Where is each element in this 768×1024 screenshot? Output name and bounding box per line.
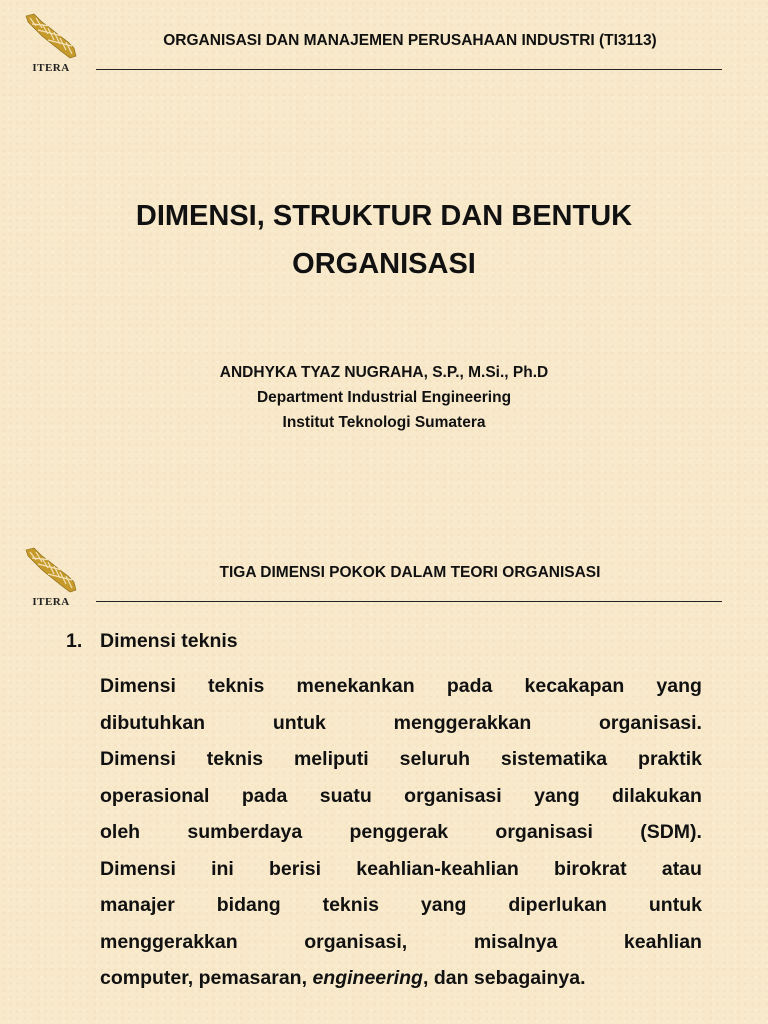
paragraph-line: [100, 668, 702, 705]
paragraph-word: organisasi.: [599, 711, 702, 734]
paragraph-word: meliputi: [293, 748, 369, 770]
paragraph-word: menggerakkan: [100, 930, 238, 953]
list-item-heading: [66, 630, 238, 653]
paragraph-word: Dimensi: [100, 675, 176, 697]
title-line-2: ORGANISASI: [292, 248, 476, 280]
paragraph-word: birokrat: [554, 857, 627, 880]
title-line-1: DIMENSI, STRUKTUR DAN BENTUK: [135, 200, 633, 232]
paragraph-word: pada: [446, 675, 493, 697]
paragraph-word: manajer: [100, 894, 175, 916]
paragraph-word: sistematika: [500, 748, 608, 770]
paragraph-word: dibutuhkan: [100, 711, 206, 734]
paragraph-line: [100, 924, 702, 961]
paragraph-word: teknis: [322, 894, 379, 916]
paragraph-word: yang: [656, 675, 702, 697]
paragraph-word: keahlian-keahlian: [356, 857, 519, 880]
header-divider: [96, 69, 722, 70]
paragraph-word: organisasi,: [304, 930, 408, 953]
last-line-before: computer, pemasaran,: [100, 967, 307, 989]
author-block: [100, 360, 668, 435]
paragraph-word: teknis: [208, 675, 265, 697]
paragraph-word: pada: [241, 784, 288, 807]
paragraph-word: berisi: [269, 857, 322, 880]
logo-text: ITERA: [32, 62, 70, 74]
header-divider: [96, 601, 722, 602]
content-slide: [0, 512, 768, 1024]
slide-title: [60, 192, 708, 288]
body-paragraph: [100, 668, 702, 997]
paragraph-line: [100, 851, 702, 888]
last-line-after: , dan sebagainya.: [422, 967, 586, 989]
paragraph-word: suatu: [319, 784, 372, 807]
paragraph-word: oleh: [100, 821, 141, 843]
paragraph-word: praktik: [638, 748, 702, 770]
paragraph-word: yang: [534, 784, 580, 807]
paragraph-word: penggerak: [349, 821, 449, 843]
sumatra-island-icon: [22, 546, 80, 596]
paragraph-word: (SDM).: [640, 821, 702, 843]
course-header: ORGANISASI DAN MANAJEMEN PERUSAHAAN INDUSTRI (TI3113): [163, 32, 657, 49]
paragraph-line: [100, 705, 702, 742]
paragraph-word: Dimensi: [100, 748, 176, 770]
paragraph-word: teknis: [206, 748, 264, 770]
author-name: ANDHYKA TYAZ NUGRAHA, S.P., M.Si., Ph.D: [219, 364, 549, 381]
paragraph-word: Dimensi: [100, 857, 176, 880]
paragraph-line: [100, 960, 702, 997]
department: Department Industrial Engineering: [256, 389, 512, 406]
paragraph-word: organisasi: [495, 821, 593, 843]
slide-header: TIGA DIMENSI POKOK DALAM TEORI ORGANISASI: [219, 564, 601, 581]
logo-text: ITERA: [32, 596, 70, 608]
paragraph-word: bidang: [216, 894, 281, 916]
paragraph-word: sumberdaya: [187, 821, 303, 843]
paragraph-line: [100, 778, 702, 815]
paragraph-word: diperlukan: [508, 894, 607, 916]
paragraph-word: dilakukan: [612, 784, 702, 807]
paragraph-line: [100, 814, 702, 851]
list-item-title: Dimensi teknis: [100, 630, 238, 652]
paragraph-line: [100, 741, 702, 778]
sumatra-island-icon: [22, 12, 80, 62]
paragraph-word: kecakapan: [524, 675, 625, 697]
list-number: 1.: [66, 630, 83, 652]
paragraph-word: organisasi: [404, 784, 502, 807]
paragraph-word: untuk: [272, 711, 326, 734]
paragraph-word: untuk: [648, 894, 702, 916]
itera-logo: [22, 546, 80, 610]
paragraph-word: yang: [420, 894, 467, 916]
paragraph-word: keahlian: [623, 930, 702, 953]
paragraph-word: misalnya: [473, 930, 558, 953]
paragraph-word: seluruh: [399, 748, 471, 770]
paragraph-word: atau: [661, 857, 702, 880]
paragraph-line: [100, 887, 702, 924]
paragraph-word: operasional: [100, 784, 210, 807]
institution: Institut Teknologi Sumatera: [282, 414, 486, 431]
itera-logo: [22, 12, 80, 76]
emphasis-term: engineering: [312, 967, 423, 989]
paragraph-word: ini: [211, 857, 234, 880]
paragraph-word: menggerakkan: [393, 711, 532, 734]
paragraph-word: menekankan: [296, 675, 415, 697]
